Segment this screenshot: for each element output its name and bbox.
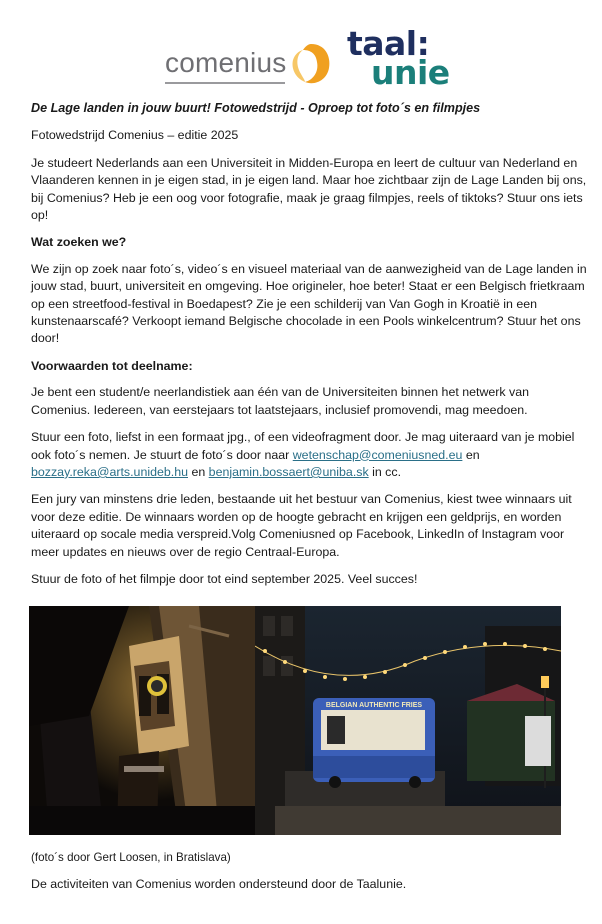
section-heading-wat-zoeken-we: Wat zoeken we? [31, 235, 127, 250]
photo-sign-text: BELGIAN AUTHENTIC FRIES [325, 702, 423, 709]
photo-collage [29, 606, 561, 835]
article-subtitle: Fotowedstrijd Comenius – editie 2025 [31, 128, 239, 143]
intro-paragraph: Je studeert Nederlands aan een Universiteit in Midden-Europa en leert de cultuur van Nederland en Vlaanderen kennen in je eigen stad, in je eigen land. Maar hoe zichtbaar zijn de Lage Landen bij ons, bij Comenius? Heb je een oog voor fotografie, maak je graag filmpjes, reels of tiktoks? Stuur ons iets op! [31, 155, 587, 223]
section-heading-voorwaarden: Voorwaarden tot deelname: [31, 358, 193, 373]
photo-caption: (foto´s door Gert Loosen, in Bratislava) [31, 851, 231, 864]
taalunie-logo [347, 24, 467, 92]
send-text-4: in cc. [368, 464, 402, 479]
email-link-bozzay[interactable]: bozzay.reka@arts.unideb.hu [31, 464, 188, 479]
email-link-wetenschap[interactable]: wetenschap@comeniusned.eu [292, 447, 463, 462]
taalunie-logo-unie: unie [371, 53, 450, 92]
email-link-bossaert[interactable]: benjamin.bossaert@uniba.sk [208, 464, 369, 479]
send-text-3: en [188, 464, 209, 479]
article-body [31, 100, 587, 588]
photo-fries-truck [255, 606, 561, 835]
photo-street-night [29, 606, 255, 835]
section-paragraph-wat-zoeken-we: We zijn op zoek naar foto´s, video´s en visueel materiaal van de aanwezigheid van de Lage landen in jouw stad, buurt, universiteit en omgeving. Hoe origineler, hoe beter! Staat er een Belgisch frietkraam op een streetfood-festival in Boedapest? Zie je een schilderij van Van Gogh in Kroatië in een kunstenaarscafé? Verkoopt iemand Belgische chocolade in een Pools winkelcentrum? Stuur het ons door! [31, 261, 587, 346]
jury-paragraph: Een jury van minstens drie leden, bestaande uit het bestuur van Comenius, kiest twee winnaars uit voor deze editie. De winnaars worden op de hoogte gebracht en krijgen een geldprijs, en worden uiteraard op socale media verspreid.Volg Comeniusned op Facebook, LinkedIn of Instagram voor meer updates en nieuws over de regio Centraal-Europa. [31, 492, 572, 559]
logo-header [0, 26, 602, 92]
section-paragraph-voorwaarden: Je bent een student/e neerlandistiek aan één van de Universiteiten binnen het netwerk van Comenius. Iedereen, van eerstejaars tot laatstejaars, inclusief promovendi, mag meedoen. [31, 385, 530, 417]
article-headline: De Lage landen in jouw buurt! Fotowedstrijd - Oproep tot foto´s en filmpjes [31, 101, 481, 115]
comenius-logo [163, 38, 335, 88]
send-instructions-paragraph [31, 429, 587, 481]
comenius-logo-text: comenius [165, 47, 287, 78]
deadline-paragraph: Stuur de foto of het filmpje door tot eind september 2025. Veel succes! [31, 571, 418, 586]
comenius-logo-underline [165, 82, 285, 84]
taalunie-logo-taal: taal: [347, 24, 430, 63]
footer-text: De activiteiten van Comenius worden ondersteund door de Taalunie. [31, 877, 407, 891]
send-text-1: Stuur een foto, liefst in een formaat jpg., of een videofragment door. Je mag uiteraard van je mobiel ook foto´s nemen. Je stuurt de foto´s door naar [31, 430, 575, 462]
send-text-2: en [462, 447, 480, 462]
comenius-logo-mark [289, 42, 333, 86]
